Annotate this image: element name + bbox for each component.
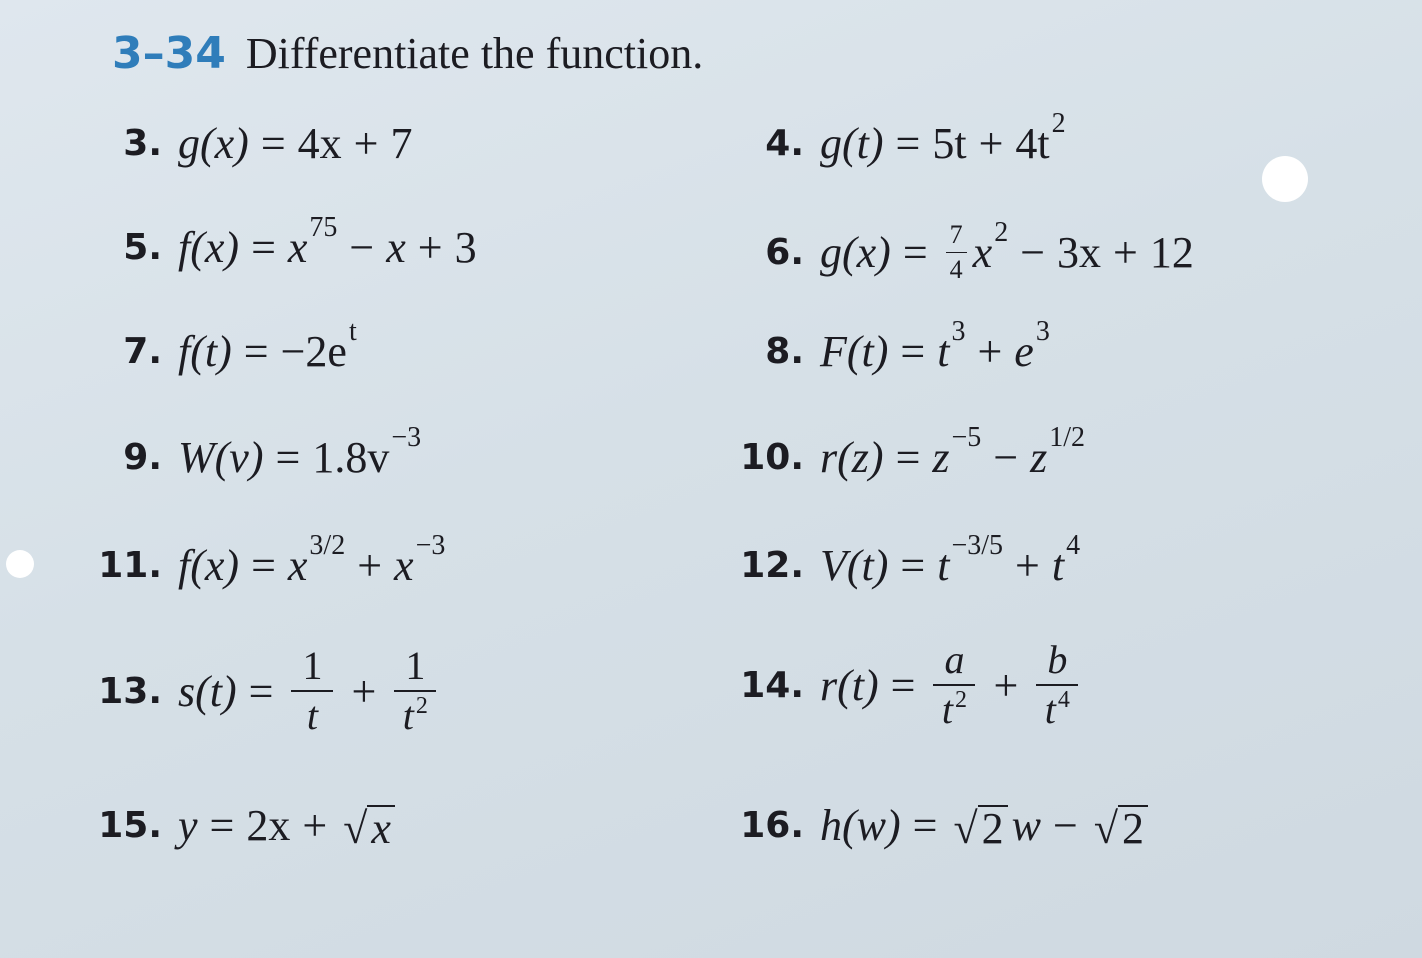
problem-4 xyxy=(738,107,1066,169)
problem-number: 5. xyxy=(123,227,162,268)
problem-expression: h(w) = √ 2 w − √ 2 xyxy=(820,800,1152,851)
problem-12 xyxy=(738,529,1081,591)
problem-3 xyxy=(96,118,413,169)
problem-number: 14. xyxy=(740,664,804,706)
problem-9 xyxy=(96,421,422,483)
problem-expression: V(t) = t −3/5 + t 4 xyxy=(820,529,1081,590)
problem-expression: F(t) = t 3 + e 3 xyxy=(820,315,1050,376)
problem-expression: r(t) = $\frac{a}{t^2}$ + $\frac{b}{t^4}$ xyxy=(820,640,1084,730)
problem-expression: f(x) = x 3/2 + x −3 xyxy=(178,529,446,590)
problem-6 xyxy=(738,216,1194,284)
problem-5 xyxy=(96,211,477,273)
exercise-range: 3–34 xyxy=(112,28,226,79)
problem-number: 12. xyxy=(740,545,804,586)
problem-14 xyxy=(738,637,1084,732)
problem-10 xyxy=(738,421,1086,483)
exercise-instruction: Differentiate the function. xyxy=(245,29,704,78)
paper-speck xyxy=(1262,156,1308,202)
problem-15 xyxy=(96,800,399,851)
problem-16 xyxy=(738,800,1152,851)
problem-7 xyxy=(96,315,357,377)
problem-expression: s(t) = $\frac{1}{t}$ + $\frac{1}{t^2}$ xyxy=(178,646,442,736)
problem-number: 6. xyxy=(765,232,804,273)
square-root: √ 2 xyxy=(1094,801,1148,851)
fraction: $\frac{b}{t^4}$ xyxy=(1036,640,1078,730)
problem-number: 15. xyxy=(98,805,162,846)
problem-number: 9. xyxy=(123,437,162,478)
square-root: √ 2 xyxy=(953,801,1007,851)
problem-number: 13. xyxy=(98,670,162,712)
fraction: $\frac{7}{4}$ xyxy=(946,222,967,283)
problem-8 xyxy=(738,315,1050,377)
paper-speck xyxy=(6,550,34,578)
exercise-header xyxy=(112,28,703,79)
problem-expression: g(t) = 5t + 4t 2 xyxy=(820,107,1066,168)
problem-11 xyxy=(96,529,446,591)
problem-number: 3. xyxy=(123,123,162,164)
problem-expression: W(v) = 1.8v −3 xyxy=(178,421,422,482)
problem-expression: f(t) = −2e t xyxy=(178,315,357,376)
problem-expression: g(x) = 4x + 7 xyxy=(178,119,413,168)
problem-number: 16. xyxy=(740,805,804,846)
problem-expression: y = 2x + √ x xyxy=(178,800,399,851)
fraction: $\frac{1}{t}$ xyxy=(291,646,333,736)
problem-number: 4. xyxy=(765,123,804,164)
square-root: √ x xyxy=(343,801,395,851)
fraction: $\frac{1}{t^2}$ xyxy=(394,646,436,736)
problem-expression: g(x) = $\frac{7}{4}$ x 2 − 3x + 12 xyxy=(820,216,1194,284)
problem-expression: r(z) = z −5 − z 1/2 xyxy=(820,421,1086,482)
problem-number: 7. xyxy=(123,331,162,372)
fraction: $\frac{a}{t^2}$ xyxy=(933,640,975,730)
problem-number: 8. xyxy=(765,331,804,372)
problem-expression: f(x) = x 75 − x + 3 xyxy=(178,211,477,272)
problem-number: 11. xyxy=(98,545,162,586)
problem-number: 10. xyxy=(740,437,804,478)
problem-13 xyxy=(96,643,442,738)
